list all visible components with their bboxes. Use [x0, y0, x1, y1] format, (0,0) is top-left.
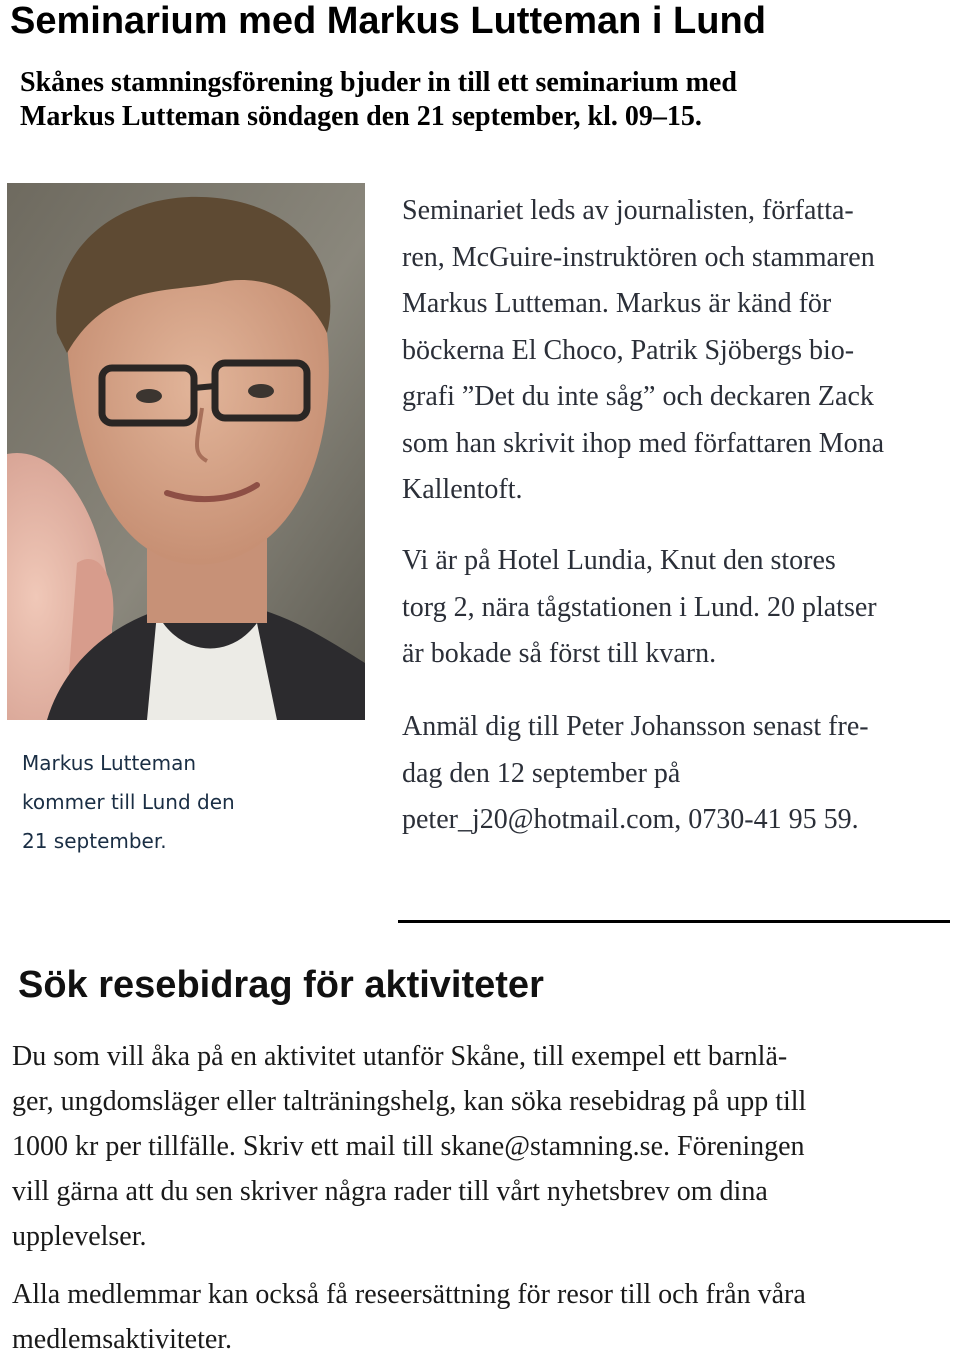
caption-line: 21 september. [22, 829, 167, 853]
text-line: grafi ”Det du inte såg” och deckaren Zack [402, 381, 874, 412]
text-line: Du som vill åka på en aktivitet utanför Skåne, till exempel ett barnlä- [12, 1041, 788, 1072]
text-line: böckerna El Choco, Patrik Sjöbergs bio- [402, 334, 855, 366]
seminar-registration [402, 704, 958, 844]
text-line: vill gärna att du sen skriver några rader till vårt nyhetsbrev om dina [12, 1176, 768, 1207]
text-line: Alla medlemmar kan också få reseersättning för resor till och från våra [12, 1279, 806, 1310]
text-line: dag den 12 september på [402, 757, 681, 789]
text-line: 1000 kr per tillfälle. Skriv ett mail till skane@stamning.se. Föreningen [12, 1131, 805, 1162]
text-line: Vi är på Hotel Lundia, Knut den stores [402, 545, 836, 576]
text-line: Anmäl dig till Peter Johansson senast fre- [402, 711, 869, 742]
travel-heading: Sök resebidrag för aktiviteter [18, 964, 544, 1006]
speaker-photo [7, 183, 365, 720]
text-line: upplevelser. [12, 1221, 147, 1252]
caption-line: Markus Lutteman [22, 751, 197, 775]
text-line: torg 2, nära tågstationen i Lund. 20 platser [402, 591, 877, 623]
speaker-portrait-illustration [7, 183, 365, 720]
text-line: Seminariet leds av journalisten, författa- [402, 195, 854, 226]
travel-reimbursement-paragraph [12, 1272, 947, 1362]
text-line: Markus Lutteman. Markus är känd för [402, 288, 832, 319]
seminar-location [402, 538, 958, 678]
travel-paragraph [12, 1034, 947, 1259]
text-line: ren, McGuire-instruktören och stammaren [402, 241, 875, 273]
caption-line: kommer till Lund den [22, 790, 235, 814]
seminar-intro [20, 66, 920, 134]
photo-caption [22, 744, 362, 861]
text-line: medlemsaktiviteter. [12, 1324, 233, 1355]
seminar-heading: Seminarium med Markus Lutteman i Lund [10, 0, 766, 42]
text-line: som han skrivit ihop med författaren Mona [402, 427, 885, 459]
text-line: är bokade så först till kvarn. [402, 638, 717, 669]
text-line: peter_j20@hotmail.com, 0730-41 95 59. [402, 804, 859, 835]
text-line: ger, ungdomsläger eller talträningshelg, kan söka resebidrag på upp till [12, 1086, 807, 1117]
seminar-description [402, 188, 958, 514]
intro-line: Markus Lutteman söndagen den 21 september, kl. 09–15. [20, 101, 702, 132]
section-divider [398, 920, 950, 923]
text-line: Kallentoft. [402, 474, 523, 505]
intro-line: Skånes stamningsförening bjuder in till ett seminarium med [20, 67, 737, 98]
